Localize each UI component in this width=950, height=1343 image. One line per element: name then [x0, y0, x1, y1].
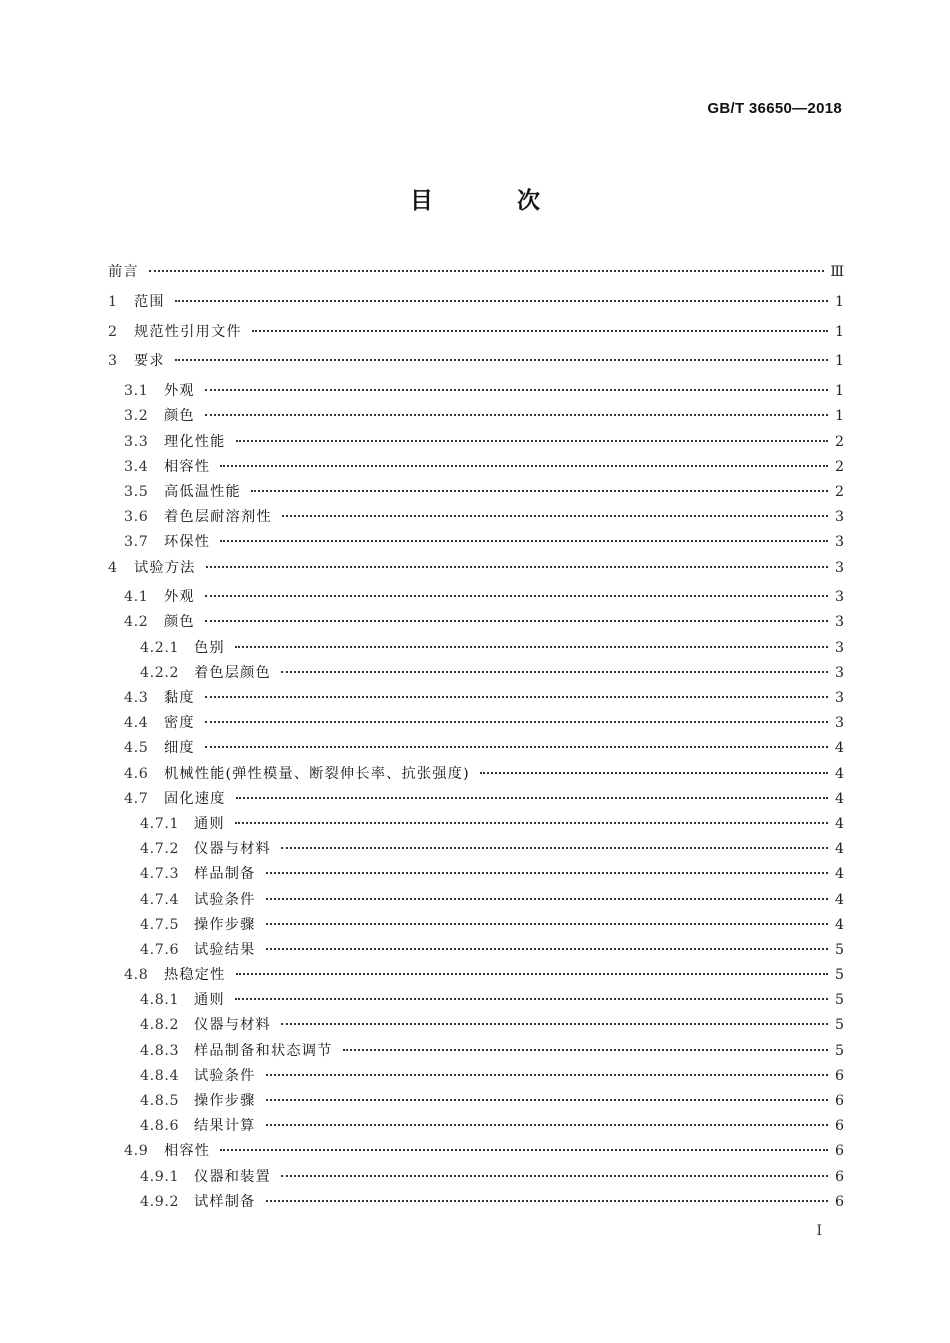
toc-entry[interactable]: [108, 939, 844, 964]
toc-entry-number: 4.5: [124, 740, 149, 757]
toc-entry-label: 着色层耐溶剂性: [164, 509, 272, 526]
toc-entry[interactable]: [108, 1065, 844, 1090]
toc-entry-page: 6: [834, 1067, 844, 1084]
toc-entry[interactable]: [108, 763, 844, 788]
toc-entry[interactable]: [108, 863, 844, 888]
toc-entry[interactable]: [108, 1166, 844, 1191]
toc-entry[interactable]: [108, 637, 844, 662]
toc-entry-number: 3.1: [124, 383, 149, 400]
toc-leader-dots: [220, 540, 828, 542]
toc-entry-page: 1: [834, 353, 844, 370]
toc-leader-dots: [343, 1049, 829, 1051]
toc-entry-number: 4.8.1: [140, 992, 180, 1009]
toc-entry-page: 4: [834, 866, 844, 883]
toc-entry[interactable]: [108, 380, 844, 405]
toc-entry[interactable]: [108, 914, 844, 939]
toc-leader-dots: [236, 797, 828, 799]
toc-entry-number: 4.7.1: [140, 815, 180, 832]
toc-entry-number: 4.1: [124, 589, 149, 606]
toc-entry-page: 5: [834, 992, 844, 1009]
toc-entry[interactable]: [108, 531, 844, 556]
toc-leader-dots: [149, 270, 825, 272]
toc-entry[interactable]: [108, 737, 844, 762]
toc-entry-number: 4.7: [124, 790, 149, 807]
toc-entry-number: 4.2.1: [140, 639, 180, 656]
toc-leader-dots: [205, 620, 828, 622]
toc-entry-label: 样品制备和状态调节: [194, 1042, 333, 1059]
toc-entry-page: 1: [834, 293, 844, 310]
toc-entry-page: 1: [834, 323, 844, 340]
toc-entry-page: 5: [834, 941, 844, 958]
toc-leader-dots: [281, 847, 828, 849]
toc-entry-label: 规范性引用文件: [134, 323, 242, 340]
toc-entry-number: 4.2: [124, 614, 149, 631]
toc-entry-page: 2: [834, 433, 844, 450]
toc-entry[interactable]: [108, 687, 844, 712]
toc-entry[interactable]: [108, 405, 844, 430]
toc-entry-page: 3: [834, 639, 844, 656]
toc-entry-number: 3.7: [124, 534, 149, 551]
toc-entry-number: 4.9.2: [140, 1193, 180, 1210]
toc-entry-label: 操作步骤: [194, 916, 256, 933]
toc-entry-number: 4.2.2: [140, 664, 180, 681]
toc-entry-number: 4.9: [124, 1143, 149, 1160]
toc-entry-page: 3: [834, 690, 844, 707]
toc-leader-dots: [205, 721, 828, 723]
toc-leader-dots: [266, 1074, 828, 1076]
toc-entry-number: 1: [108, 293, 118, 310]
toc-entry-label: 结果计算: [194, 1118, 256, 1135]
toc-entry[interactable]: [108, 321, 844, 351]
toc-entry-label: 试样制备: [194, 1193, 256, 1210]
toc-entry-page: 1: [834, 408, 844, 425]
toc-leader-dots: [281, 671, 828, 673]
toc-entry-page: 3: [834, 534, 844, 551]
toc-entry[interactable]: [108, 838, 844, 863]
toc-leader-dots: [266, 872, 828, 874]
toc-entry-number: 3.3: [124, 433, 149, 450]
toc-entry[interactable]: [108, 1191, 844, 1216]
toc-entry-page: 2: [834, 458, 844, 475]
toc-entry[interactable]: [108, 291, 844, 321]
toc-leader-dots: [251, 490, 828, 492]
toc-entry-label: 黏度: [164, 690, 195, 707]
toc-entry-label: 要求: [134, 353, 165, 370]
toc-entry[interactable]: [108, 350, 844, 380]
toc-entry[interactable]: [108, 1115, 844, 1140]
toc-entry-label: 细度: [164, 740, 195, 757]
toc-entry-label: 理化性能: [164, 433, 226, 450]
toc-entry-page: 3: [834, 664, 844, 681]
toc-entry[interactable]: [108, 1140, 844, 1165]
toc-entry-label: 环保性: [164, 534, 211, 551]
toc-entry-label: 试验方法: [134, 559, 196, 576]
toc-entry[interactable]: [108, 431, 844, 456]
toc-entry-page: 3: [834, 509, 844, 526]
toc-leader-dots: [220, 1149, 828, 1151]
toc-entry-number: 2: [108, 323, 118, 340]
toc-entry-label: 固化速度: [164, 790, 226, 807]
toc-leader-dots: [266, 948, 828, 950]
toc-entry-number: 4.6: [124, 765, 149, 782]
toc-entry-number: 4.3: [124, 690, 149, 707]
toc-entry-number: 4.7.5: [140, 916, 180, 933]
toc-entry-label: 试验条件: [194, 891, 256, 908]
toc-entry-page: 5: [834, 967, 844, 984]
toc-entry-label: 相容性: [164, 1143, 211, 1160]
toc-entry-page: 6: [834, 1118, 844, 1135]
page-title: 目 次: [409, 188, 578, 214]
toc-leader-dots: [235, 822, 828, 824]
toc-entry-page: 6: [834, 1193, 844, 1210]
toc-entry-number: 4.8.4: [140, 1067, 180, 1084]
toc-entry-number: 3.4: [124, 458, 149, 475]
toc-entry[interactable]: [108, 889, 844, 914]
toc-leader-dots: [266, 898, 828, 900]
toc-leader-dots: [480, 772, 828, 774]
toc-entry-number: 3: [108, 353, 118, 370]
toc-entry-number: 3.6: [124, 509, 149, 526]
toc-entry-page: 5: [834, 1017, 844, 1034]
toc-leader-dots: [236, 973, 828, 975]
toc-leader-dots: [266, 1099, 828, 1101]
toc-entry-page: 6: [834, 1143, 844, 1160]
toc-leader-dots: [175, 359, 828, 361]
toc-entry-page: 5: [834, 1042, 844, 1059]
standard-code: GB/T 36650—2018: [707, 100, 842, 117]
toc-entry-number: 4.7.3: [140, 866, 180, 883]
toc-entry-number: 4.8.6: [140, 1118, 180, 1135]
toc-entry-number: 3.5: [124, 483, 149, 500]
toc-entry[interactable]: [108, 712, 844, 737]
toc-entry-label: 操作步骤: [194, 1093, 256, 1110]
toc-entry-page: 4: [834, 891, 844, 908]
toc-entry-label: 热稳定性: [164, 967, 226, 984]
toc-entry-label: 密度: [164, 715, 195, 732]
toc-entry-number: 4.4: [124, 715, 149, 732]
toc-entry-page: Ⅲ: [830, 264, 844, 280]
toc-entry-label: 颜色: [164, 614, 195, 631]
toc-entry[interactable]: [108, 788, 844, 813]
toc-entry-page: 3: [834, 614, 844, 631]
toc-entry-label: 机械性能(弹性模量、断裂伸长率、抗张强度): [164, 765, 470, 782]
toc-entry[interactable]: [108, 964, 844, 989]
toc-leader-dots: [266, 923, 828, 925]
toc-leader-dots: [235, 646, 828, 648]
toc-entry[interactable]: [108, 611, 844, 636]
toc-entry-label: 试验条件: [194, 1067, 256, 1084]
toc-entry-label: 样品制备: [194, 866, 256, 883]
toc-entry-page: 3: [834, 715, 844, 732]
toc-entry-page: 4: [834, 916, 844, 933]
toc-entry-label: 色别: [194, 639, 225, 656]
toc-entry[interactable]: [108, 1014, 844, 1039]
toc-leader-dots: [175, 300, 828, 302]
toc-entry-number: 4: [108, 559, 118, 576]
toc-entry-number: 4.9.1: [140, 1168, 180, 1185]
toc-entry-number: 4.8.3: [140, 1042, 180, 1059]
toc-entry-label: 仪器和装置: [194, 1168, 271, 1185]
toc-leader-dots: [235, 998, 828, 1000]
toc-entry-number: 4.8.5: [140, 1093, 180, 1110]
toc-entry-label: 外观: [164, 383, 195, 400]
toc-entry-page: 3: [834, 559, 844, 576]
toc-entry-number: 4.7.2: [140, 841, 180, 858]
toc-entry-number: 4.8: [124, 967, 149, 984]
toc-leader-dots: [236, 440, 828, 442]
toc-leader-dots: [205, 414, 828, 416]
toc-leader-dots: [205, 696, 828, 698]
toc-leader-dots: [281, 1175, 828, 1177]
toc-entry[interactable]: [108, 813, 844, 838]
toc-entry[interactable]: [108, 989, 844, 1014]
toc-entry[interactable]: [108, 481, 844, 506]
toc-entry[interactable]: [108, 557, 844, 587]
toc-entry[interactable]: [108, 261, 844, 291]
toc-entry-page: 6: [834, 1168, 844, 1185]
toc-entry-page: 4: [834, 815, 844, 832]
toc-entry-page: 2: [834, 483, 844, 500]
toc-leader-dots: [220, 465, 828, 467]
page-number: I: [816, 1223, 822, 1239]
toc-leader-dots: [205, 595, 828, 597]
toc-entry-label: 着色层颜色: [194, 664, 271, 681]
toc-entry-page: 6: [834, 1093, 844, 1110]
toc-entry[interactable]: [108, 1040, 844, 1065]
toc-entry-label: 外观: [164, 589, 195, 606]
table-of-contents: [108, 261, 844, 1216]
toc-entry-label: 仪器与材料: [194, 1017, 271, 1034]
toc-entry-number: 3.2: [124, 408, 149, 425]
toc-leader-dots: [282, 515, 828, 517]
toc-entry-number: 4.7.6: [140, 941, 180, 958]
toc-entry[interactable]: [108, 456, 844, 481]
toc-entry[interactable]: [108, 586, 844, 611]
toc-entry-number: 4.7.4: [140, 891, 180, 908]
toc-entry-page: 1: [834, 383, 844, 400]
toc-entry-label: 试验结果: [194, 941, 256, 958]
toc-entry-page: 4: [834, 841, 844, 858]
toc-leader-dots: [281, 1023, 828, 1025]
toc-entry-label: 相容性: [164, 458, 211, 475]
toc-entry-label: 范围: [134, 293, 165, 310]
toc-entry-page: 4: [834, 740, 844, 757]
toc-entry-page: 3: [834, 589, 844, 606]
toc-entry-label: 通则: [194, 992, 225, 1009]
toc-entry-number: 4.8.2: [140, 1017, 180, 1034]
toc-leader-dots: [266, 1124, 828, 1126]
toc-leader-dots: [252, 330, 828, 332]
toc-leader-dots: [205, 746, 828, 748]
toc-entry-label: 颜色: [164, 408, 195, 425]
toc-leader-dots: [206, 566, 828, 568]
toc-entry-label: 通则: [194, 815, 225, 832]
toc-entry-label: 前言: [108, 264, 139, 280]
toc-entry[interactable]: [108, 506, 844, 531]
toc-leader-dots: [205, 389, 828, 391]
toc-entry[interactable]: [108, 662, 844, 687]
toc-entry-page: 4: [834, 765, 844, 782]
toc-leader-dots: [266, 1200, 828, 1202]
toc-entry-page: 4: [834, 790, 844, 807]
toc-entry-label: 高低温性能: [164, 483, 241, 500]
toc-entry[interactable]: [108, 1090, 844, 1115]
toc-entry-label: 仪器与材料: [194, 841, 271, 858]
